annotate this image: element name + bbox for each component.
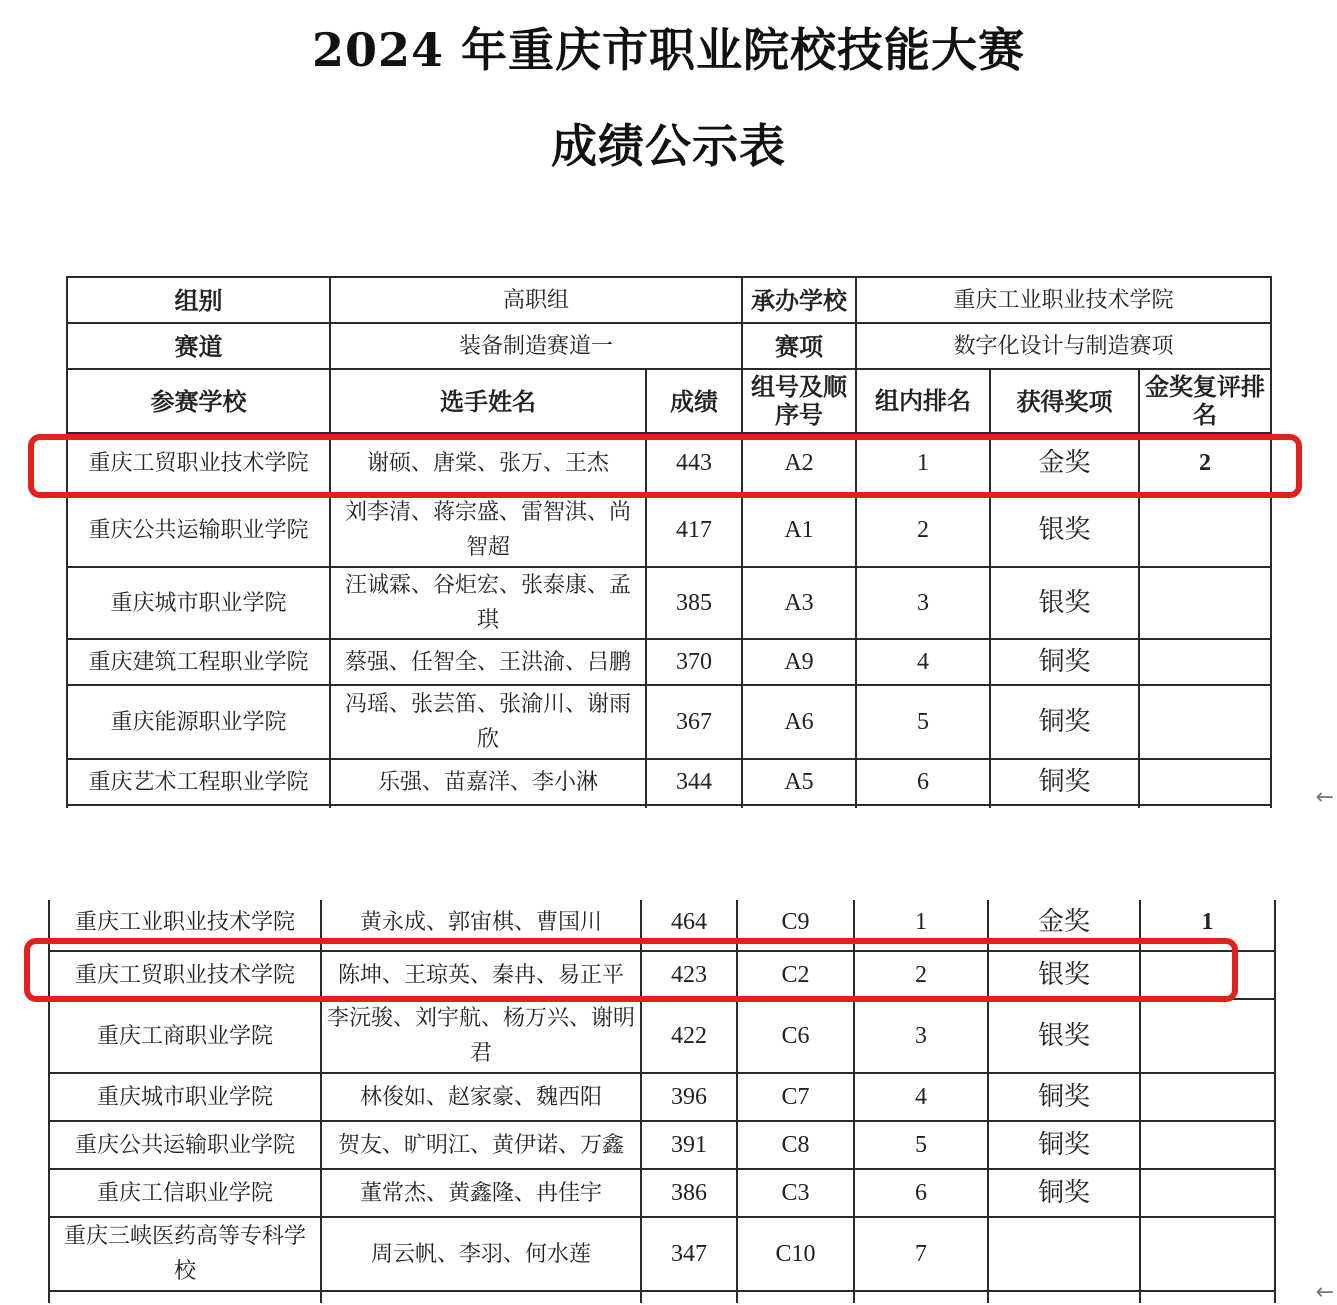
- seq-cell: A1: [742, 493, 856, 567]
- document-title: 2024 年重庆市职业院校技能大赛: [311, 23, 1026, 77]
- table-row-cut: [67, 805, 1271, 808]
- school-cell: 重庆公共运输职业学院: [67, 493, 330, 567]
- rank-cell: 2: [854, 951, 988, 999]
- table-row: [49, 1217, 1275, 1291]
- score-cell: 344: [646, 759, 742, 805]
- score-cell: 417: [646, 493, 742, 567]
- rank-cell: 5: [854, 1121, 988, 1169]
- score-cell: 391: [641, 1121, 737, 1169]
- rank-cell: 5: [856, 685, 990, 759]
- rank-cell: 1: [854, 900, 988, 951]
- seq-cell: A6: [742, 685, 856, 759]
- results-table-excerpt-2: [48, 900, 1276, 1303]
- results-table-excerpt-1: [66, 276, 1272, 808]
- school-cell: 重庆能源职业学院: [67, 685, 330, 759]
- track-value: 装备制造赛道一: [330, 323, 742, 369]
- gold-rank-cell: [1140, 1169, 1275, 1217]
- school-cell: 重庆工贸职业技术学院: [49, 951, 321, 999]
- host-label: 承办学校: [742, 277, 856, 323]
- players-cell: 乐强、苗嘉洋、李小淋: [330, 759, 646, 805]
- school-cell: 重庆建筑工程职业学院: [67, 639, 330, 685]
- school-cell: 重庆工贸职业技术学院: [67, 433, 330, 493]
- players-cell: 陈坤、王琼英、秦冉、易正平: [321, 951, 641, 999]
- players-cell: 董常杰、黄鑫隆、冉佳宇: [321, 1169, 641, 1217]
- table-row: [49, 900, 1275, 951]
- players-cell: 冯瑶、张芸笛、张渝川、谢雨欣: [330, 685, 646, 759]
- score-cell: 370: [646, 639, 742, 685]
- gold-rank-cell: [1139, 759, 1271, 805]
- table-row: [67, 639, 1271, 685]
- rank-cell: 3: [856, 567, 990, 639]
- gold-rank-cell: [1140, 951, 1275, 999]
- col-header-gold-rank: 金奖复评排名: [1139, 369, 1271, 433]
- table-row: [67, 759, 1271, 805]
- seq-cell: C9: [737, 900, 854, 951]
- seq-cell: C3: [737, 1169, 854, 1217]
- seq-cell: A3: [742, 567, 856, 639]
- table-row: [67, 433, 1271, 493]
- table-row-cut: [49, 1291, 1275, 1303]
- school-cell: 重庆工业职业技术学院: [49, 900, 321, 951]
- seq-cell: C8: [737, 1121, 854, 1169]
- gold-rank-cell: [1140, 1217, 1275, 1291]
- col-header-players: 选手姓名: [330, 369, 646, 433]
- seq-cell: A9: [742, 639, 856, 685]
- gold-rank-cell: [1139, 567, 1271, 639]
- gold-rank-cell: [1140, 1121, 1275, 1169]
- table-row: [67, 567, 1271, 639]
- rank-cell: 4: [856, 639, 990, 685]
- award-cell: 铜奖: [988, 1073, 1140, 1121]
- players-cell: 黄永成、郭宙棋、曹国川: [321, 900, 641, 951]
- arrow-left-icon: ←: [1315, 785, 1334, 810]
- event-value: 数字化设计与制造赛项: [856, 323, 1271, 369]
- rank-cell: 7: [854, 1217, 988, 1291]
- track-label: 赛道: [67, 323, 330, 369]
- seq-cell: C10: [737, 1217, 854, 1291]
- score-cell: 464: [641, 900, 737, 951]
- gold-rank-cell: 1: [1140, 900, 1275, 951]
- players-cell: 周云帆、李羽、何水莲: [321, 1217, 641, 1291]
- seq-cell: A2: [742, 433, 856, 493]
- arrow-left-icon: ←: [1315, 1280, 1334, 1305]
- rank-cell: 6: [854, 1169, 988, 1217]
- gold-rank-cell: 2: [1139, 433, 1271, 493]
- rank-cell: 6: [856, 759, 990, 805]
- results-table-2: [48, 900, 1276, 1303]
- rank-cell: 1: [856, 433, 990, 493]
- players-cell: 李沅骏、刘宇航、杨万兴、谢明君: [321, 999, 641, 1073]
- score-cell: 385: [646, 567, 742, 639]
- document-subtitle: 成绩公示表: [551, 119, 786, 173]
- results-table-1: [66, 276, 1272, 808]
- gold-rank-cell: [1139, 639, 1271, 685]
- award-cell: 银奖: [988, 951, 1140, 999]
- award-cell: 铜奖: [990, 685, 1139, 759]
- col-header-group-seq: 组号及顺序号: [742, 369, 856, 433]
- seq-cell: C2: [737, 951, 854, 999]
- rank-cell: 4: [854, 1073, 988, 1121]
- col-header-award: 获得奖项: [990, 369, 1139, 433]
- event-label: 赛项: [742, 323, 856, 369]
- school-cell: 重庆工商职业学院: [49, 999, 321, 1073]
- award-cell: 金奖: [990, 433, 1139, 493]
- school-cell: 重庆城市职业学院: [67, 567, 330, 639]
- table-row: [67, 493, 1271, 567]
- school-cell: 重庆公共运输职业学院: [49, 1121, 321, 1169]
- school-cell: 重庆三峡医药高等专科学校: [49, 1217, 321, 1291]
- score-cell: 443: [646, 433, 742, 493]
- score-cell: 347: [641, 1217, 737, 1291]
- players-cell: 刘李清、蒋宗盛、雷智淇、尚智超: [330, 493, 646, 567]
- score-cell: 422: [641, 999, 737, 1073]
- award-cell: 铜奖: [990, 759, 1139, 805]
- school-cell: 重庆城市职业学院: [49, 1073, 321, 1121]
- school-cell: 重庆艺术工程职业学院: [67, 759, 330, 805]
- award-cell: 金奖: [988, 900, 1140, 951]
- award-cell: [988, 1217, 1140, 1291]
- gold-rank-cell: [1139, 685, 1271, 759]
- school-cell: 重庆工信职业学院: [49, 1169, 321, 1217]
- award-cell: 银奖: [988, 999, 1140, 1073]
- score-cell: 396: [641, 1073, 737, 1121]
- players-cell: 蔡强、任智全、王洪渝、吕鹏: [330, 639, 646, 685]
- rank-cell: 2: [856, 493, 990, 567]
- players-cell: 谢硕、唐棠、张万、王杰: [330, 433, 646, 493]
- award-cell: 铜奖: [988, 1169, 1140, 1217]
- players-cell: 林俊如、赵家豪、魏西阳: [321, 1073, 641, 1121]
- score-cell: 386: [641, 1169, 737, 1217]
- award-cell: 银奖: [990, 493, 1139, 567]
- table-row: [67, 685, 1271, 759]
- rank-cell: 3: [854, 999, 988, 1073]
- award-cell: 铜奖: [988, 1121, 1140, 1169]
- seq-cell: C6: [737, 999, 854, 1073]
- gold-rank-cell: [1139, 493, 1271, 567]
- table-row: [49, 999, 1275, 1073]
- seq-cell: C7: [737, 1073, 854, 1121]
- col-header-score: 成绩: [646, 369, 742, 433]
- players-cell: 汪诚霖、谷炬宏、张泰康、孟琪: [330, 567, 646, 639]
- score-cell: 423: [641, 951, 737, 999]
- group-label: 组别: [67, 277, 330, 323]
- award-cell: 铜奖: [990, 639, 1139, 685]
- seq-cell: A5: [742, 759, 856, 805]
- table-row: [49, 1121, 1275, 1169]
- score-cell: 367: [646, 685, 742, 759]
- gold-rank-cell: [1140, 1073, 1275, 1121]
- award-cell: 银奖: [990, 567, 1139, 639]
- col-header-school: 参赛学校: [67, 369, 330, 433]
- host-value: 重庆工业职业技术学院: [856, 277, 1271, 323]
- table-row: [49, 951, 1275, 999]
- gold-rank-cell: [1140, 999, 1275, 1073]
- col-header-rank: 组内排名: [856, 369, 990, 433]
- table-row: [49, 1073, 1275, 1121]
- players-cell: 贺友、旷明江、黄伊诺、万鑫: [321, 1121, 641, 1169]
- group-value: 高职组: [330, 277, 742, 323]
- table-row: [49, 1169, 1275, 1217]
